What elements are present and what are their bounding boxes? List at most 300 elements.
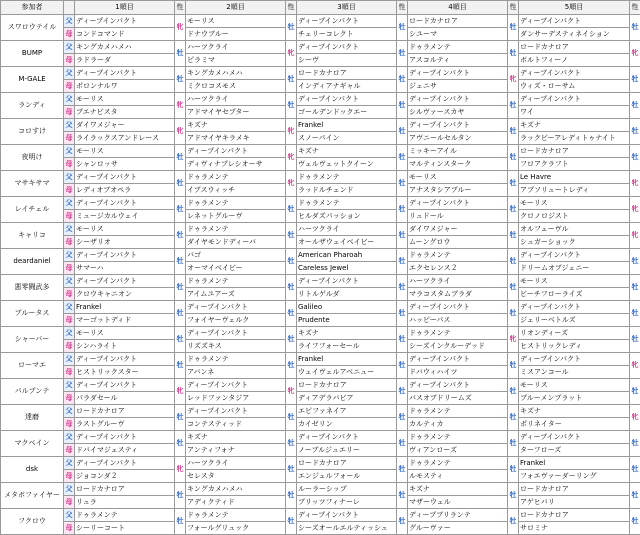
sire-name: ロードカナロア <box>519 483 630 496</box>
participant-name: コロすけ <box>1 119 64 145</box>
sex-badge: 牡 <box>397 145 408 171</box>
father-label: 父 <box>64 67 75 80</box>
mother-label: 母 <box>64 496 75 509</box>
sire-name: モーリス <box>519 379 630 392</box>
dam-name: フォエヴァーダーリング <box>519 470 630 483</box>
sire-name: ドゥラメンテ <box>297 197 397 210</box>
dam-name: ブリッツフィナーレ <box>297 496 397 509</box>
dam-name: ノーブルジュエリー <box>297 444 397 457</box>
participant-name: パルプンテ <box>1 379 64 405</box>
sire-name: ダイワメジャー <box>75 119 175 132</box>
table-row-father <box>1 171 640 184</box>
sex-badge: 牝 <box>630 41 640 67</box>
dam-name: チェリーコレクト <box>297 28 397 41</box>
sex-badge: 牡 <box>508 405 519 431</box>
sex-badge: 牡 <box>508 15 519 41</box>
sire-name: ハーツクライ <box>297 223 397 236</box>
participant-name: レイチェル <box>1 197 64 223</box>
sex-badge: 牡 <box>508 41 519 67</box>
sire-name: モーリス <box>75 327 175 340</box>
sire-name: ミッキーアイル <box>408 145 508 158</box>
sex-badge: 牡 <box>630 145 640 171</box>
sire-name: ディープインパクト <box>75 457 175 470</box>
sire-name: ロードカナロア <box>519 509 630 522</box>
dam-name: シーズインクルーデッド <box>408 340 508 353</box>
sire-name: ディープインパクト <box>408 67 508 80</box>
sex-badge: 牡 <box>397 119 408 145</box>
father-label: 父 <box>64 41 75 54</box>
table-row-father <box>1 275 640 288</box>
sex-badge: 牡 <box>630 301 640 327</box>
dam-name: ジェニサ <box>408 80 508 93</box>
sex-badge: 牝 <box>286 171 297 197</box>
dam-name: レッドファンタジア <box>186 392 286 405</box>
sex-badge: 牡 <box>175 171 186 197</box>
sire-name: ディープインパクト <box>186 327 286 340</box>
sire-name: バゴ <box>186 249 286 262</box>
sex-badge: 牝 <box>630 197 640 223</box>
sire-name: ディープインパクト <box>186 145 286 158</box>
sire-name: オルフェーヴル <box>519 223 630 236</box>
sire-name: キズナ <box>297 145 397 158</box>
sex-badge: 牡 <box>508 431 519 457</box>
sire-name: キズナ <box>186 431 286 444</box>
participant-name: 達磨 <box>1 405 64 431</box>
sire-name: Frankel <box>75 301 175 314</box>
dam-name: ミュージカルウェイ <box>75 210 175 223</box>
header-role-spacer <box>64 1 75 15</box>
dam-name: オールザウェイベイビー <box>297 236 397 249</box>
sex-badge: 牡 <box>286 275 297 301</box>
sire-name: ディープインパクト <box>75 275 175 288</box>
dam-name: シルヴァースカヤ <box>408 106 508 119</box>
sex-badge: 牡 <box>286 93 297 119</box>
participant-name: メタボファイヤー <box>1 483 64 509</box>
dam-name: ライラックスアンドレース <box>75 132 175 145</box>
father-label: 父 <box>64 249 75 262</box>
dam-name: アバンネ <box>186 366 286 379</box>
sire-name: ドゥラメンテ <box>408 41 508 54</box>
sire-name: ハーツクライ <box>186 93 286 106</box>
dam-name: ダイヤモンドディーバ <box>186 236 286 249</box>
sex-badge: 牡 <box>286 509 297 535</box>
sex-badge: 牡 <box>175 145 186 171</box>
dam-name: リュラ <box>75 496 175 509</box>
sex-badge: 牡 <box>397 249 408 275</box>
father-label: 父 <box>64 431 75 444</box>
sex-badge: 牡 <box>508 249 519 275</box>
sire-name: ディープインパクト <box>408 93 508 106</box>
dam-name: ミクロコスモス <box>186 80 286 93</box>
dam-name: シユーマ <box>408 28 508 41</box>
sire-name: ディープインパクト <box>75 171 175 184</box>
sire-name: ディープインパクト <box>408 197 508 210</box>
sire-name: キズナ <box>519 119 630 132</box>
mother-label: 母 <box>64 418 75 431</box>
table-row-mother <box>1 340 640 353</box>
sex-badge: 牡 <box>175 197 186 223</box>
dam-name: ラストグルーヴ <box>75 418 175 431</box>
dam-name: サロミナ <box>519 522 630 535</box>
sex-badge: 牡 <box>397 171 408 197</box>
sex-badge: 牝 <box>286 379 297 405</box>
header-rank4: 4順目 <box>408 1 508 15</box>
sire-name: ディープインパクト <box>519 301 630 314</box>
header-sex: 性 <box>286 1 297 15</box>
sire-name: キズナ <box>186 119 286 132</box>
sire-name: キングカメハメハ <box>75 41 175 54</box>
table-row-father <box>1 379 640 392</box>
table-row-father <box>1 301 640 314</box>
mother-label: 母 <box>64 28 75 41</box>
table-row-mother <box>1 262 640 275</box>
dam-name: フォールグリュック <box>186 522 286 535</box>
table-body <box>1 1 640 535</box>
header-sex: 性 <box>397 1 408 15</box>
sex-badge: 牡 <box>397 223 408 249</box>
father-label: 父 <box>64 145 75 158</box>
dam-name: ヒルダズパッション <box>297 210 397 223</box>
sex-badge: 牡 <box>175 275 186 301</box>
sex-badge: 牝 <box>508 67 519 93</box>
dam-name: シーザリオ <box>75 236 175 249</box>
dam-name: ヒストリックスター <box>75 366 175 379</box>
sire-name: ハーツクライ <box>186 457 286 470</box>
dam-name: イブスウィッチ <box>186 184 286 197</box>
sire-name: American Pharoah <box>297 249 397 262</box>
sex-badge: 牡 <box>397 41 408 67</box>
sex-badge: 牡 <box>508 457 519 483</box>
sire-name: Galileo <box>297 301 397 314</box>
table-row-mother <box>1 184 640 197</box>
sire-name: ディープインパクト <box>519 249 630 262</box>
sex-badge: 牝 <box>630 223 640 249</box>
dam-name: ブルーメンブラット <box>519 392 630 405</box>
dam-name: リズズキス <box>186 340 286 353</box>
participant-name: M-GALE <box>1 67 64 93</box>
sex-badge: 牡 <box>175 67 186 93</box>
mother-label: 母 <box>64 340 75 353</box>
father-label: 父 <box>64 119 75 132</box>
sire-name: ディープインパクト <box>519 431 630 444</box>
sex-badge: 牡 <box>508 93 519 119</box>
sire-name: ドゥラメンテ <box>408 457 508 470</box>
sire-name: ディープインパクト <box>297 509 397 522</box>
sex-badge: 牡 <box>397 67 408 93</box>
dam-name: ワイ <box>519 106 630 119</box>
dam-name: オーマイベイビー <box>186 262 286 275</box>
sire-name: ロードカナロア <box>297 67 397 80</box>
mother-label: 母 <box>64 54 75 67</box>
sex-badge: 牡 <box>508 197 519 223</box>
sex-badge: 牝 <box>630 405 640 431</box>
table-row-mother <box>1 444 640 457</box>
sex-badge: 牡 <box>508 275 519 301</box>
participant-name: dsk <box>1 457 64 483</box>
sex-badge: 牡 <box>286 405 297 431</box>
sex-badge: 牡 <box>175 483 186 509</box>
sire-name: ディープインパクト <box>186 379 286 392</box>
dam-name: Careless Jewel <box>297 262 397 275</box>
participant-name: マサキサマ <box>1 171 64 197</box>
dam-name: ドバウィハイツ <box>408 366 508 379</box>
table-row-mother <box>1 132 640 145</box>
dam-name: エクセレンス２ <box>408 262 508 275</box>
dam-name: ディヴィナプレシオーサ <box>186 158 286 171</box>
sex-badge: 牡 <box>630 275 640 301</box>
dam-name: マザーウェル <box>408 496 508 509</box>
sex-badge: 牡 <box>508 353 519 379</box>
table-row-father <box>1 483 640 496</box>
sex-badge: 牡 <box>286 353 297 379</box>
sire-name: エピファネイア <box>297 405 397 418</box>
dam-name: ターフローズ <box>519 444 630 457</box>
participant-name: 悪零闘武多 <box>1 275 64 301</box>
dam-name: アナスタシアブルー <box>408 184 508 197</box>
header-participant: 参加者 <box>1 1 64 15</box>
father-label: 父 <box>64 379 75 392</box>
participant-name: フクロウ <box>1 509 64 535</box>
dam-name: シンハライト <box>75 340 175 353</box>
sex-badge: 牡 <box>286 483 297 509</box>
dam-name: スノーパイン <box>297 132 397 145</box>
father-label: 父 <box>64 223 75 236</box>
sex-badge: 牡 <box>175 509 186 535</box>
dam-name: アイムユアーズ <box>186 288 286 301</box>
table-row-mother <box>1 210 640 223</box>
father-label: 父 <box>64 327 75 340</box>
sire-name: ディープインパクト <box>408 119 508 132</box>
mother-label: 母 <box>64 184 75 197</box>
dam-name: アブソリュートレディ <box>519 184 630 197</box>
sex-badge: 牡 <box>286 301 297 327</box>
sex-badge: 牡 <box>286 431 297 457</box>
table-row-mother <box>1 496 640 509</box>
father-label: 父 <box>64 353 75 366</box>
sire-name: ドゥラメンテ <box>408 431 508 444</box>
dam-name: ポロンナルワ <box>75 80 175 93</box>
sex-badge: 牡 <box>286 223 297 249</box>
dam-name: ドバイマジェスティ <box>75 444 175 457</box>
sire-name: ディープインパクト <box>519 15 630 28</box>
sire-name: ディープインパクト <box>297 41 397 54</box>
mother-label: 母 <box>64 210 75 223</box>
sire-name: キングカメハメハ <box>186 67 286 80</box>
dam-name: ドナウブルー <box>186 28 286 41</box>
sex-badge: 牡 <box>508 145 519 171</box>
sex-badge: 牡 <box>286 249 297 275</box>
sex-badge: 牡 <box>175 249 186 275</box>
sire-name: ドゥラメンテ <box>186 509 286 522</box>
table-row-father <box>1 67 640 80</box>
sire-name: Frankel <box>519 457 630 470</box>
mother-label: 母 <box>64 262 75 275</box>
dam-name: インディアナギャル <box>297 80 397 93</box>
sex-badge: 牡 <box>630 15 640 41</box>
participant-name: シャーバー <box>1 327 64 353</box>
dam-name: カイゼリン <box>297 418 397 431</box>
header-row <box>1 1 640 15</box>
sire-name: ドゥラメンテ <box>408 249 508 262</box>
table-row-mother <box>1 28 640 41</box>
father-label: 父 <box>64 93 75 106</box>
sire-name: ロードカナロア <box>408 15 508 28</box>
table-row-father <box>1 509 640 522</box>
father-label: 父 <box>64 457 75 470</box>
sire-name: ロードカナロア <box>297 379 397 392</box>
dam-name: アンティフォナ <box>186 444 286 457</box>
dam-name: ウェイヴェルアベニュー <box>297 366 397 379</box>
dam-name: ジェリーベトルズ <box>519 314 630 327</box>
sex-badge: 牡 <box>397 509 408 535</box>
table-row-father <box>1 15 640 28</box>
sire-name: ハーツクライ <box>408 275 508 288</box>
dam-name: ジョコンダ２ <box>75 470 175 483</box>
mother-label: 母 <box>64 288 75 301</box>
dam-name: ヒストリックレディ <box>519 340 630 353</box>
sex-badge: 牡 <box>397 197 408 223</box>
participant-name: ランディ <box>1 93 64 119</box>
sire-name: ディープインパクト <box>297 275 397 288</box>
dam-name: リトルゲルダ <box>297 288 397 301</box>
mother-label: 母 <box>64 236 75 249</box>
mother-label: 母 <box>64 444 75 457</box>
sire-name: ディープインパクト <box>75 379 175 392</box>
sex-badge: 牡 <box>175 223 186 249</box>
sex-badge: 牡 <box>630 431 640 457</box>
dam-name: コンドコマンド <box>75 28 175 41</box>
table-row-father <box>1 405 640 418</box>
sire-name: ディープインパクト <box>519 353 630 366</box>
dam-name: カルティカ <box>408 418 508 431</box>
sex-badge: 牡 <box>630 457 640 483</box>
header-rank5: 5順目 <box>519 1 630 15</box>
dam-name: ビーチフローライズ <box>519 288 630 301</box>
header-rank2: 2順目 <box>186 1 286 15</box>
sex-badge: 牡 <box>286 457 297 483</box>
sex-badge: 牡 <box>397 275 408 301</box>
dam-name: バスオブドリームズ <box>408 392 508 405</box>
sex-badge: 牡 <box>508 509 519 535</box>
dam-name: レディオブオペラ <box>75 184 175 197</box>
participant-name: deardaniel <box>1 249 64 275</box>
sire-name: ディープインパクト <box>186 405 286 418</box>
mother-label: 母 <box>64 522 75 535</box>
sire-name: ディープインパクト <box>408 301 508 314</box>
sire-name: ドゥラメンテ <box>408 405 508 418</box>
table-row-mother <box>1 366 640 379</box>
sex-badge: 牡 <box>508 119 519 145</box>
sire-name: ディープインパクト <box>75 431 175 444</box>
father-label: 父 <box>64 197 75 210</box>
sire-name: ロードカナロア <box>519 145 630 158</box>
mother-label: 母 <box>64 132 75 145</box>
table-row-father <box>1 223 640 236</box>
table-row-father <box>1 145 640 158</box>
sex-badge: 牡 <box>175 353 186 379</box>
sex-badge: 牡 <box>397 301 408 327</box>
sire-name: ディープブリランテ <box>408 509 508 522</box>
sire-name: Frankel <box>297 353 397 366</box>
dam-name: ルモスティ <box>408 470 508 483</box>
dam-name: フォイヤーヴェルク <box>186 314 286 327</box>
sex-badge: 牡 <box>630 509 640 535</box>
sex-badge: 牡 <box>397 15 408 41</box>
dam-name: ハッピーパス <box>408 314 508 327</box>
sire-name: キングカメハメハ <box>186 483 286 496</box>
participant-name: マクベイン <box>1 431 64 457</box>
mother-label: 母 <box>64 80 75 93</box>
dam-name: ピラミマ <box>186 54 286 67</box>
sex-badge: 牡 <box>397 353 408 379</box>
sex-badge: 牡 <box>630 119 640 145</box>
sire-name: キズナ <box>408 483 508 496</box>
sire-name: ドゥラメンテ <box>186 171 286 184</box>
sex-badge: 牝 <box>286 119 297 145</box>
sire-name: モーリス <box>75 223 175 236</box>
sex-badge: 牡 <box>397 483 408 509</box>
sire-name: ディープインパクト <box>75 15 175 28</box>
sex-badge: 牡 <box>397 379 408 405</box>
sex-badge: 牝 <box>175 119 186 145</box>
sex-badge: 牡 <box>175 41 186 67</box>
father-label: 父 <box>64 301 75 314</box>
sex-badge: 牝 <box>286 145 297 171</box>
mother-label: 母 <box>64 366 75 379</box>
dam-name: サマーハ <box>75 262 175 275</box>
sex-badge: 牡 <box>630 483 640 509</box>
sex-badge: 牡 <box>630 327 640 353</box>
dam-name: フロアクラフト <box>519 158 630 171</box>
sire-name: ドゥラメンテ <box>186 197 286 210</box>
sire-name: モーリス <box>75 145 175 158</box>
dam-name: ドリームオブジェニー <box>519 262 630 275</box>
sire-name: Frankel <box>297 119 397 132</box>
sire-name: ディープインパクト <box>297 15 397 28</box>
table-row-father <box>1 93 640 106</box>
dam-name: クロノロジスト <box>519 210 630 223</box>
table-row-father <box>1 41 640 54</box>
dam-name: ポリネイター <box>519 418 630 431</box>
sex-badge: 牡 <box>508 301 519 327</box>
table-row-father <box>1 327 640 340</box>
sire-name: ディープインパクト <box>519 67 630 80</box>
table-row-mother <box>1 158 640 171</box>
mother-label: 母 <box>64 314 75 327</box>
dam-name: エンジェルフォール <box>297 470 397 483</box>
dam-name: アゲヒバリ <box>519 496 630 509</box>
sire-name: ドゥラメンテ <box>408 327 508 340</box>
sex-badge: 牡 <box>630 93 640 119</box>
table-row-mother <box>1 288 640 301</box>
sex-badge: 牝 <box>175 379 186 405</box>
father-label: 父 <box>64 405 75 418</box>
dam-name: Prudente <box>297 314 397 327</box>
sex-badge: 牡 <box>508 483 519 509</box>
table-row-mother <box>1 392 640 405</box>
sire-name: ハーツクライ <box>186 41 286 54</box>
dam-name: ディアデラバビア <box>297 392 397 405</box>
participant-name: スワロウテイル <box>1 15 64 41</box>
dam-name: レネットグルーヴ <box>186 210 286 223</box>
sex-badge: 牡 <box>508 223 519 249</box>
dam-name: アヴニールセルタン <box>408 132 508 145</box>
sire-name: ディープインパクト <box>75 353 175 366</box>
sex-badge: 牡 <box>286 197 297 223</box>
sex-badge: 牡 <box>397 405 408 431</box>
sire-name: ディープインパクト <box>297 93 397 106</box>
sex-badge: 牡 <box>175 431 186 457</box>
